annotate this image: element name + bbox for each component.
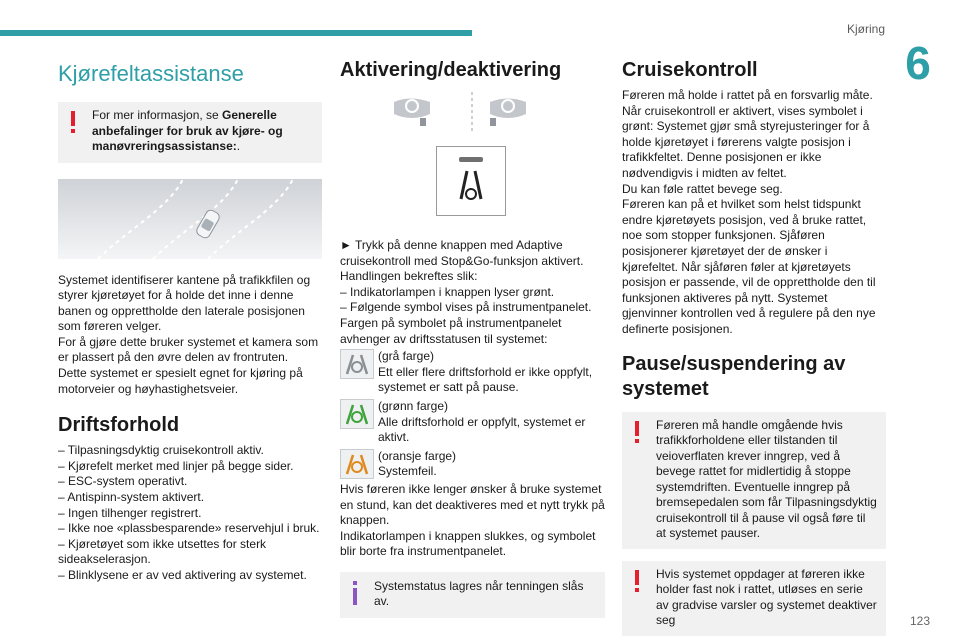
steering-wheel-right-icon (490, 99, 526, 127)
column-activation (340, 52, 605, 618)
column-cruise-control (622, 52, 886, 636)
chapter-number: 6 (905, 37, 931, 89)
lane-assist-grey-icon (340, 349, 374, 379)
steering-wheel-left-icon (394, 99, 430, 127)
list-item: – Ingen tilhenger registrert. (58, 505, 202, 520)
steering-wheel-buttons-illustration (340, 92, 605, 142)
lane-illustration (58, 179, 322, 259)
column-lane-assist (58, 52, 322, 584)
list-item: – Indikatorlampen i knappen lyser grønt. (340, 284, 555, 299)
section-label: Kjøring (846, 22, 885, 36)
status-green-label: (grønn farge) (378, 398, 449, 413)
list-item: – Følgende symbol vises på instrumentpanelet. (340, 300, 592, 315)
deactivation-paragraph: Hvis føreren ikke lenger ønsker å bruke systemet en stund, kan det deaktiveres med et nytt trykk på knappen. (340, 481, 605, 528)
reference-note (58, 102, 322, 163)
instruction-confirmation: Handlingen bekreftes slik: (340, 269, 478, 284)
note-text-post: . (236, 139, 241, 153)
status-orange-desc: Systemfeil. (378, 464, 437, 479)
info-note (340, 572, 605, 618)
lane-assist-orange-icon (340, 449, 374, 479)
operating-conditions-list (58, 443, 322, 583)
warning-exclamation-icon (634, 421, 640, 448)
list-item: – Tilpasningsdyktig cruisekontroll aktiv. (58, 443, 264, 458)
cruise-paragraph-1: Føreren må holde i rattet på en forsvarlig måte. (622, 88, 873, 102)
operating-conditions-heading: Driftsforhold (58, 414, 180, 437)
status-orange (340, 449, 605, 480)
list-item: – Antispinn-system aktivert. (58, 490, 205, 505)
lane-assist-button[interactable] (436, 146, 506, 216)
description-paragraph-1: Systemet identifiserer kantene på trafikkfilen og styrer kjøretøyet for å holde det inne i denne banen og opprettholde den laterale posisjonen som føreren velger. (58, 272, 311, 334)
info-note-text: Systemstatus lagres når tenningen slås av. (374, 578, 584, 609)
status-grey (340, 349, 605, 396)
description-paragraph-2: For å gjøre dette bruker systemet et kamera som er plassert på den øvre delen av frontruten. (58, 334, 319, 365)
status-orange-label: (oransje farge) (378, 448, 457, 463)
header-accent-bar (0, 30, 472, 36)
warning-exclamation-icon (70, 111, 76, 138)
warning-note-2-text: Hvis systemet oppdager at føreren ikke holder fast nok i rattet, utløses en serie av gradvise varsler og systemet deaktiver seg (656, 566, 877, 627)
instruction-press-button: ► Trykk på denne knappen med Adaptive cruisekontroll med Stop&Go-funksjon aktivert. (340, 238, 584, 268)
lane-assist-green-icon (340, 399, 374, 429)
warning-note-2 (622, 561, 886, 636)
cruise-paragraph-4: Føreren kan på et hvilket som helst tidspunkt endre kjøretøyets posisjon, ved å bruke rattet, noe som stopper funksjonen. Sjåføren posisjonerer kjøretøyet der de ønsker i kjørefeltet. Når sjåføren føler at kjøretøyets posisjon er passende, vil de opprettholde den til funksjonen aktiveres på nytt. Systemet gjenvinner kontrollen ved å regulere på den nye definerte posisjonen. (622, 197, 876, 336)
instruction-color-info: Fargen på symbolet på instrumentpanelet avhenger av driftsstatusen til systemet: (340, 315, 562, 346)
list-item: – Kjørefelt merket med linjer på begge sider. (58, 458, 294, 473)
cruise-paragraph-2: Når cruisekontroll er aktivert, vises symbolet i grønt: Systemet gjør små styrejusteringer for å holde kjøretøyet i førerens valgte posisjon i trafikkfeltet. Denne posisjonen er ikke nødvendigvis i midten av feltet. (622, 103, 870, 180)
page-title: Kjørefeltassistanse (58, 61, 244, 86)
warning-note-1 (622, 412, 886, 549)
note-link-text[interactable]: Generelle anbefalinger for bruk av kjøre- og manøvreringsassistanse: (92, 108, 283, 153)
list-item: – ESC-system operativt. (58, 474, 188, 489)
status-grey-label: (grå farge) (378, 349, 435, 364)
pause-heading: Pause/suspendering av systemet (622, 352, 846, 400)
list-item: – Ikke noe «plassbesparende» reservehjul i bruk. (58, 521, 320, 536)
activation-heading: Aktivering/deaktivering (340, 59, 562, 81)
status-green (340, 399, 605, 446)
list-item: – Blinklysene er av ved aktivering av systemet. (58, 568, 307, 582)
road-curve-image (58, 179, 322, 259)
description-paragraph-3: Dette systemet er spesielt egnet for kjøring på motorveier og høyhastighetsveier. (58, 366, 303, 396)
warning-exclamation-icon (634, 570, 640, 597)
note-text-pre: For mer informasjon, se (92, 108, 223, 122)
info-icon (352, 581, 358, 610)
cruise-paragraph-3: Du kan føle rattet bevege seg. (622, 181, 783, 196)
status-green-desc: Alle driftsforhold er oppfylt, systemet er aktivt. (378, 414, 586, 445)
status-grey-desc: Ett eller flere driftsforhold er ikke oppfylt, systemet er satt på pause. (378, 364, 593, 395)
list-item: – Kjøretøyet som ikke utsettes for sterk sideakselerasjon. (58, 536, 267, 567)
page-number: 123 (909, 614, 930, 628)
lane-keeping-icon (437, 147, 505, 215)
indicator-off-paragraph: Indikatorlampen i knappen slukkes, og symbolet blir borte fra instrumentpanelet. (340, 528, 596, 559)
warning-note-1-text: Føreren må handle omgående hvis trafikkforholdene eller tilstanden til veioverflaten krever inngrep, ved å bevege rattet for midlertidig å stoppe systemdriften. Eventuelle inngrep på bremsepedalen som får Tilpasningsdyktig cruisekontroll til å pause vil også føre til at systemet pauser. (656, 417, 877, 540)
cruise-control-heading: Cruisekontroll (622, 59, 758, 81)
